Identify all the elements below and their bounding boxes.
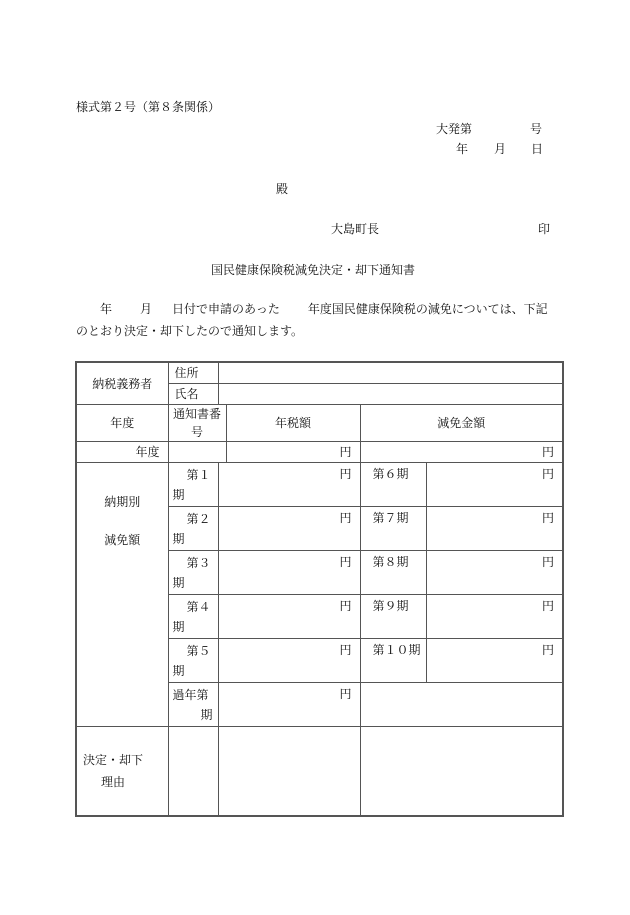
reason-label-line-2: 理由 (101, 775, 126, 789)
address-value (218, 362, 563, 384)
notice-body-line-2: のとおり決定・却下したので通知します。 (76, 324, 304, 338)
issuer-name: 大島町長 (331, 222, 380, 236)
body-month: 月 (140, 302, 153, 316)
fiscal-year-header: 年度 (76, 405, 168, 442)
annual-tax-header: 年税額 (226, 405, 360, 442)
date-month-label: 月 (494, 142, 507, 156)
past-year-amount: 円 (218, 683, 360, 727)
addressee-honorific: 殿 (276, 182, 289, 196)
reduction-details-table (75, 361, 564, 817)
past-year-label-top: 過年第 (172, 687, 209, 702)
period-9-amount: 円 (426, 595, 563, 639)
reduction-amount-header: 減免金額 (360, 405, 563, 442)
name-label: 氏名 (168, 384, 218, 405)
body-year: 年 (100, 302, 113, 316)
name-value (218, 384, 563, 405)
form-number-label: 様式第２号（第８条関係） (76, 100, 221, 114)
document-number-prefix: 大発第 (436, 122, 473, 136)
taxpayer-label: 納税義務者 (76, 362, 168, 405)
past-year-period-label (168, 683, 218, 727)
body-part1: 日付で申請のあった (172, 302, 280, 316)
period-4-label-top: 第４ (186, 599, 211, 614)
period-2-label-bottom: 期 (172, 531, 185, 546)
period-1-label-bottom: 期 (172, 487, 185, 502)
by-period-label-line-2: 減免額 (104, 533, 141, 547)
period-3-label-top: 第３ (186, 555, 211, 570)
period-5-label-bottom: 期 (172, 663, 185, 678)
period-2-amount: 円 (218, 507, 360, 551)
period-8-amount: 円 (426, 551, 563, 595)
period-5-amount: 円 (218, 639, 360, 683)
notice-number-header: 通知書番号 (168, 405, 226, 442)
document-number-suffix: 号 (530, 122, 543, 136)
notice-body-line-1 (76, 298, 562, 320)
reduction-amount-yen: 円 (360, 442, 563, 463)
period-1-amount: 円 (218, 463, 360, 507)
reason-cell-3 (360, 727, 563, 817)
notice-number-value (168, 442, 226, 463)
document-title: 国民健康保険税減免決定・却下通知書 (211, 263, 416, 277)
period-8-label: 第８期 (360, 551, 426, 595)
period-2-label-top: 第２ (186, 511, 211, 526)
annual-tax-yen: 円 (226, 442, 360, 463)
fiscal-year-value: 年度 (76, 442, 168, 463)
period-7-label: 第７期 (360, 507, 426, 551)
reason-cell-1 (168, 727, 218, 817)
period-3-label-bottom: 期 (172, 575, 185, 590)
period-3-label (168, 551, 218, 595)
reason-label (76, 727, 168, 817)
reason-label-line-1: 決定・却下 (83, 753, 144, 767)
period-5-label-top: 第５ (186, 643, 211, 658)
by-period-label-line-1: 納期別 (104, 495, 141, 509)
reason-cell-2 (218, 727, 360, 817)
period-9-label: 第９期 (360, 595, 426, 639)
period-4-amount: 円 (218, 595, 360, 639)
period-7-amount: 円 (426, 507, 563, 551)
period-6-amount: 円 (426, 463, 563, 507)
date-year-label: 年 (456, 142, 469, 156)
seal-mark: 印 (538, 222, 551, 236)
date-day-label: 日 (531, 142, 544, 156)
past-year-label-bottom: 期 (200, 707, 213, 722)
period-10-label: 第１０期 (360, 639, 426, 683)
period-3-amount: 円 (218, 551, 360, 595)
notice-body (76, 298, 562, 342)
period-5-label (168, 639, 218, 683)
body-part2: 年度国民健康保険税の減免については、下記 (307, 302, 548, 316)
period-1-label-top: 第１ (186, 467, 211, 482)
period-10-amount: 円 (426, 639, 563, 683)
by-period-label (76, 463, 168, 727)
period-4-label (168, 595, 218, 639)
period-4-label-bottom: 期 (172, 619, 185, 634)
period-6-label: 第６期 (360, 463, 426, 507)
period-1-label (168, 463, 218, 507)
period-2-label (168, 507, 218, 551)
address-label: 住所 (168, 362, 218, 384)
past-year-blank (360, 683, 563, 727)
